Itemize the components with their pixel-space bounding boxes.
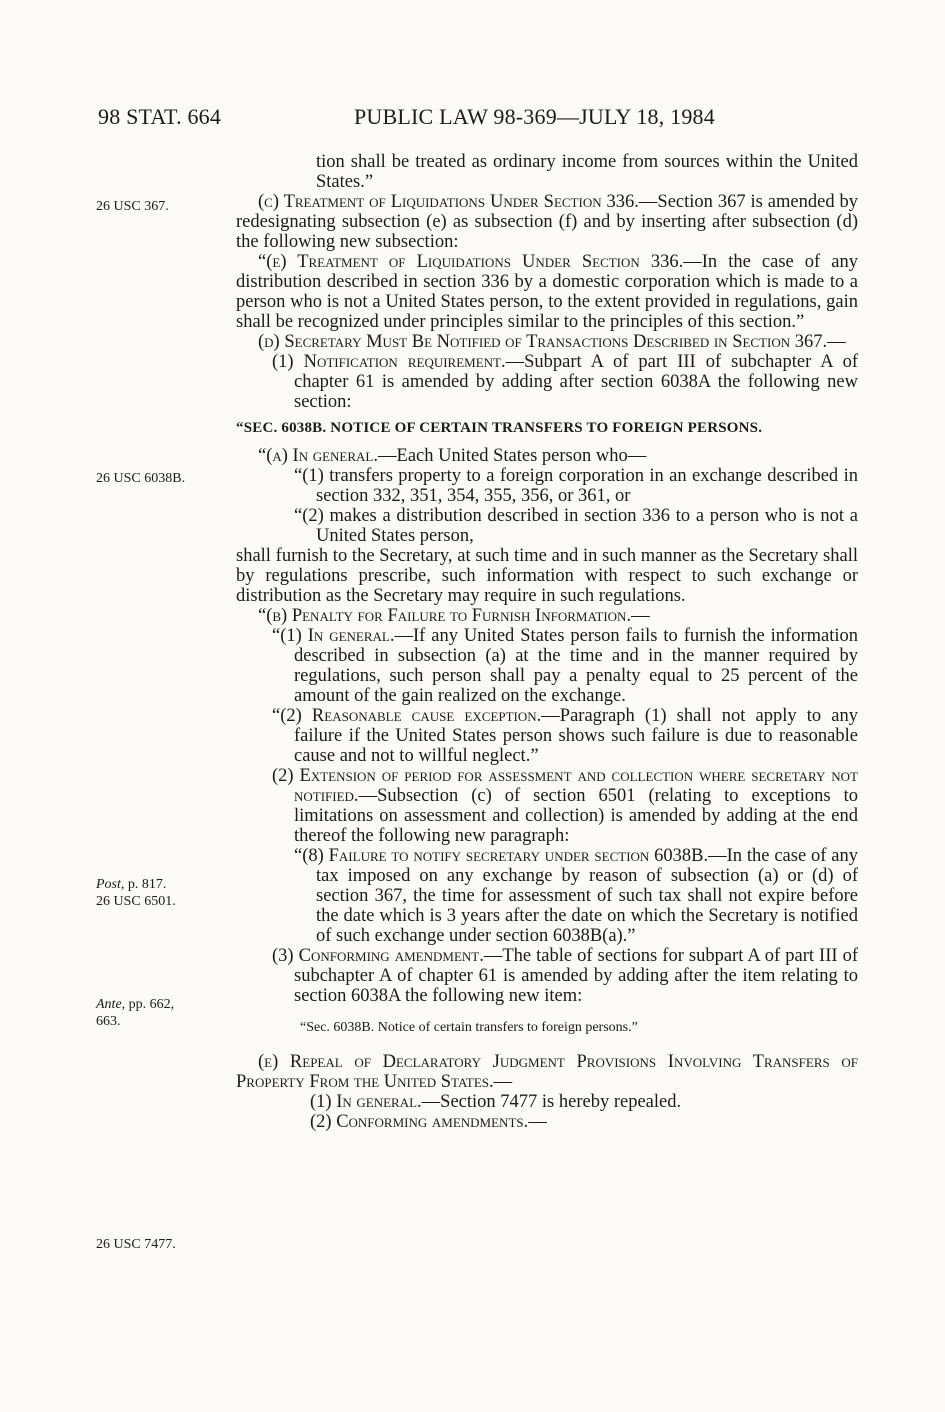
law-text-body [236, 152, 858, 1132]
section-6038b-a-heading: “(a) In general. [258, 446, 379, 466]
subsection-e-repeal-heading: (e) Repeal of Declaratory Judgment Provisions Involving Transfers of Property From the United States. [236, 1052, 858, 1092]
subsection-e-repeal-dash: — [493, 1072, 513, 1092]
section-6038b-b1-text: —If any United States person fails to furnish the information described in subsection (a) at the time and in the manner required by regulations, such person shall pay a penalty equal to 25 percent of the amount of the gain realized on the exchange. [294, 626, 858, 706]
page-header [98, 104, 858, 134]
section-6038b-b1-heading: “(1) In general. [272, 626, 395, 646]
quoted-subsection-e-text: —In the case of any distribution described in section 336 by a domestic corporation which is made to a person who is not a United States person, to the extent provided in regulations, gain shall be recognized under principles similar to the principles of this section.” [236, 252, 859, 332]
section-6038b-a-text: —Each United States person who— [378, 446, 647, 466]
subsection-c-heading: (c) Treatment of Liquidations Under Section 336. [258, 192, 639, 212]
paragraph-d3-text: —The table of sections for subpart A of part III of subchapter A of chapter 61 is amended by adding after the item relating to section 6038A the following new item: [294, 946, 858, 1006]
paragraph-e2-dash: — [528, 1112, 547, 1132]
paragraph-d2-text: —Subsection (c) of section 6501 (relating to exceptions to limitations on assessment and collection) is amended by adding at the end thereof the following new paragraph: [294, 786, 858, 846]
margin-note-post-italic: Post, [96, 877, 125, 892]
paragraph-d1-heading: (1) Notification requirement. [272, 352, 506, 372]
section-6038b-a [236, 446, 858, 466]
margin-note-ante-663: 663. [96, 1014, 121, 1029]
quoted-paragraph-8-text: —In the case of any tax imposed on any exchange by reason of subsection (a) or (d) of section 367, the time for assessment of such tax shall not expire before the date which is 3 years after the date on which the Secretary is notified of such exchange under section 6038B(a).” [316, 846, 858, 946]
paragraph-d1 [236, 352, 858, 412]
quoted-subsection-e [236, 252, 858, 332]
section-6038b-b2 [236, 706, 858, 766]
subsection-d [236, 332, 858, 352]
paragraph-d2-heading: (2) Extension of period for assessment and collection where secretary not notified. [272, 766, 858, 806]
paragraph-d2 [236, 766, 858, 846]
margin-note-ante-italic: Ante, [96, 997, 126, 1012]
section-6038b-a-tail: shall furnish to the Secretary, at such time and in such manner as the Secretary shall by regulations prescribe, such information with respect to such exchange or distribution as the Secretary may require in such regulations. [236, 546, 858, 606]
paragraph-continuation: tion shall be treated as ordinary income from sources within the United States.” [316, 152, 858, 192]
margin-note-ante-pages: pp. 662, [125, 997, 175, 1012]
section-6038b-b [236, 606, 858, 626]
subsection-c [236, 192, 858, 252]
paragraph-d3 [236, 946, 858, 1006]
section-6038b-b-heading: “(b) Penalty for Failure to Furnish Information. [258, 606, 632, 626]
paragraph-d1-text: —Subpart A of part III of subchapter A of chapter 61 is amended by adding after section 6038A the following new section: [294, 352, 858, 412]
page-title: PUBLIC LAW 98-369—JULY 18, 1984 [354, 104, 715, 129]
margin-note-26-usc-6038b: 26 USC 6038B. [96, 471, 186, 486]
section-6038b-a1: “(1) transfers property to a foreign corporation in an exchange described in section 332, 351, 354, 355, 356, or 361, or [294, 466, 858, 506]
paragraph-e1-heading: (1) In general. [310, 1092, 422, 1112]
subsection-e-repeal [236, 1052, 858, 1092]
stat-page-number: 98 STAT. 664 [98, 104, 222, 129]
margin-note-26-usc-367: 26 USC 367. [96, 199, 169, 214]
section-6038b-b2-heading: “(2) Reasonable cause exception. [272, 706, 542, 726]
subsection-d-heading: (d) Secretary Must Be Notified of Transactions Described in Section 367. [258, 332, 828, 352]
margin-note-post-817 [96, 876, 226, 910]
section-6038b-b1 [236, 626, 858, 706]
quoted-subsection-e-heading: “(e) Treatment of Liquidations Under Section 336. [258, 252, 684, 272]
section-6038b-a2: “(2) makes a distribution described in section 336 to a person who is not a United States person, [294, 506, 858, 546]
margin-note-26-usc-6501: 26 USC 6501. [96, 894, 176, 909]
paragraph-d3-heading: (3) Conforming amendment. [272, 946, 484, 966]
table-of-sections-item: “Sec. 6038B. Notice of certain transfers to foreign persons.” [300, 1020, 638, 1035]
section-6038b-b2-text: —Paragraph (1) shall not apply to any failure if the United States person shows such failure is due to reasonable cause and not to willful neglect.” [294, 706, 858, 766]
section-6038b-heading: “SEC. 6038B. NOTICE OF CERTAIN TRANSFERS TO FOREIGN PERSONS. [236, 420, 763, 436]
paragraph-e1-text: —Section 7477 is hereby repealed. [421, 1092, 682, 1112]
quoted-paragraph-8-heading: “(8) Failure to notify secretary under section 6038B. [294, 846, 709, 866]
margin-note-ante-662 [96, 996, 226, 1030]
margin-note-post-page: p. 817. [124, 877, 167, 892]
subsection-c-text: —Section 367 is amended by redesignating subsection (e) as subsection (f) and by inserting after subsection (d) the following new subsection: [236, 192, 859, 252]
paragraph-e2-heading: (2) Conforming amendments. [310, 1112, 529, 1132]
margin-note-26-usc-7477: 26 USC 7477. [96, 1237, 176, 1252]
quoted-paragraph-8 [236, 846, 858, 946]
paragraph-e2 [236, 1112, 858, 1132]
section-6038b-b-dash: — [631, 606, 650, 626]
paragraph-e1 [236, 1092, 858, 1112]
subsection-d-dash: — [827, 332, 846, 352]
